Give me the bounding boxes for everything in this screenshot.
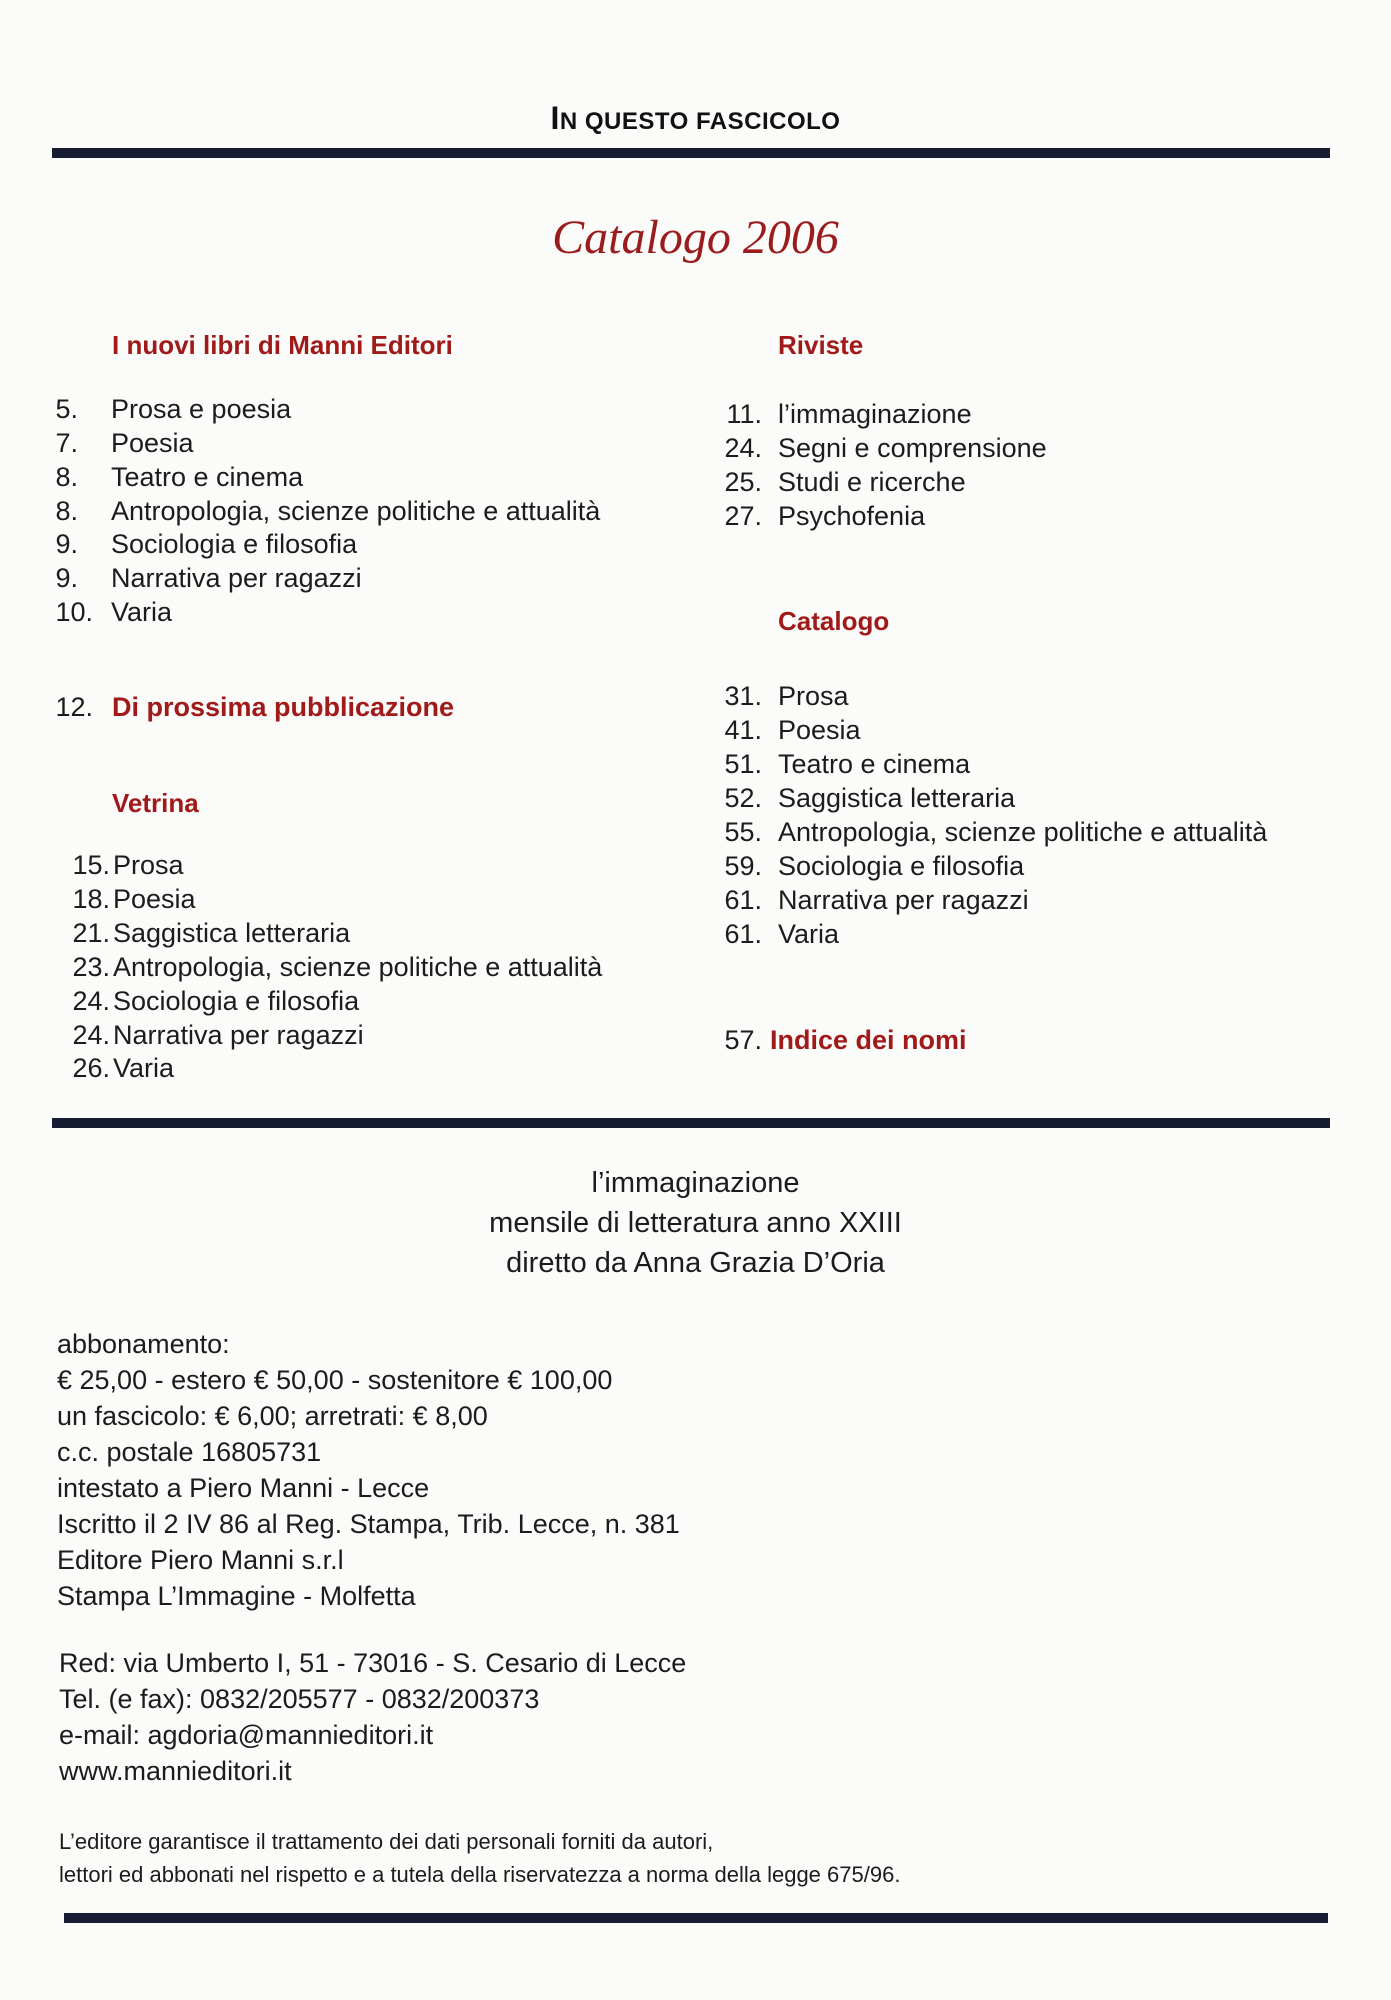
list-item: 61. Narrativa per ragazzi — [724, 885, 1029, 915]
contact-info — [59, 1645, 686, 1789]
riviste-heading: Riviste — [778, 330, 864, 360]
list-item: 24. Sociologia e filosofia — [72, 986, 360, 1016]
email-line[interactable]: e-mail: agdoria@mannieditori.it — [59, 1720, 434, 1750]
list-item: 8. Teatro e cinema — [55, 462, 304, 492]
header-title-rest: N QUESTO FASCICOLO — [559, 108, 841, 135]
list-item: 51. Teatro e cinema — [724, 749, 971, 779]
list-item: 21. Saggistica letteraria — [72, 918, 351, 948]
text-line: lettori ed abbonati nel rispetto e a tutela della riservatezza a norma della legge 675/96. — [59, 1862, 901, 1887]
list-item: 8. Antropologia, scienze politiche e attualità — [55, 496, 601, 526]
text-line: € 25,00 - estero € 50,00 - sostenitore € 100,00 — [57, 1365, 613, 1395]
list-item: 59. Sociologia e filosofia — [724, 851, 1025, 881]
indice-nomi-item: 57. Indice dei nomi — [724, 1025, 967, 1055]
list-item: 24. Segni e comprensione — [724, 433, 1047, 463]
list-item: 55. Antropologia, scienze politiche e attualità — [724, 817, 1268, 847]
list-item: 25. Studi e ricerche — [724, 467, 966, 497]
text-line: Iscritto il 2 IV 86 al Reg. Stampa, Trib. Lecce, n. 381 — [57, 1509, 680, 1539]
magazine-name: l’immaginazione — [591, 1167, 800, 1199]
magazine-director: diretto da Anna Grazia D’Oria — [506, 1247, 885, 1279]
list-item: 27. Psychofenia — [724, 501, 926, 531]
list-item: 41. Poesia — [724, 715, 861, 745]
bottom-rule — [64, 1913, 1328, 1923]
middle-rule — [52, 1118, 1330, 1128]
privacy-notice — [59, 1825, 900, 1891]
list-item: 24. Narrativa per ragazzi — [72, 1020, 364, 1050]
list-item: 5. Prosa e poesia — [55, 394, 292, 424]
list-item: 7. Poesia — [55, 428, 194, 458]
text-line: abbonamento: — [57, 1329, 230, 1359]
list-item: 9. Sociologia e filosofia — [55, 529, 358, 559]
list-item: 23. Antropologia, scienze politiche e attualità — [72, 952, 603, 982]
list-item: 26. Varia — [72, 1053, 175, 1083]
phone-line: Tel. (e fax): 0832/205577 - 0832/200373 — [59, 1684, 540, 1714]
prossima-pubblicazione-item: 12. Di prossima pubblicazione — [55, 692, 455, 722]
list-item: 61. Varia — [724, 919, 840, 949]
list-item: 52. Saggistica letteraria — [724, 783, 1016, 813]
website-line[interactable]: www.mannieditori.it — [59, 1756, 292, 1786]
subscription-info — [57, 1326, 680, 1614]
page-header — [0, 100, 1391, 137]
top-rule — [52, 148, 1330, 158]
list-item: 11. l’immaginazione — [726, 399, 972, 429]
header-initial: I — [550, 100, 560, 136]
text-line: intestato a Piero Manni - Lecce — [57, 1473, 430, 1503]
text-line: Editore Piero Manni s.r.l — [57, 1545, 344, 1575]
list-item: 31. Prosa — [724, 681, 849, 711]
magazine-info — [0, 1163, 1391, 1283]
nuovi-libri-heading: I nuovi libri di Manni Editori — [112, 330, 453, 360]
text-line: un fascicolo: € 6,00; arretrati: € 8,00 — [57, 1401, 488, 1431]
list-item: 15. Prosa — [72, 850, 184, 880]
catalog-title: Catalogo 2006 — [552, 211, 839, 264]
list-item: 18. Poesia — [72, 884, 196, 914]
text-line: L’editore garantisce il trattamento dei dati personali forniti da autori, — [59, 1829, 714, 1854]
list-item: 10. Varia — [55, 597, 173, 627]
address-line: Red: via Umberto I, 51 - 73016 - S. Cesario di Lecce — [59, 1648, 687, 1678]
text-line: Stampa L’Immagine - Molfetta — [57, 1581, 416, 1611]
text-line: c.c. postale 16805731 — [57, 1437, 322, 1467]
vetrina-heading: Vetrina — [112, 788, 199, 818]
magazine-subtitle: mensile di letteratura anno XXIII — [489, 1207, 902, 1239]
list-item: 9. Narrativa per ragazzi — [55, 563, 362, 593]
catalogo-heading: Catalogo — [778, 606, 890, 636]
